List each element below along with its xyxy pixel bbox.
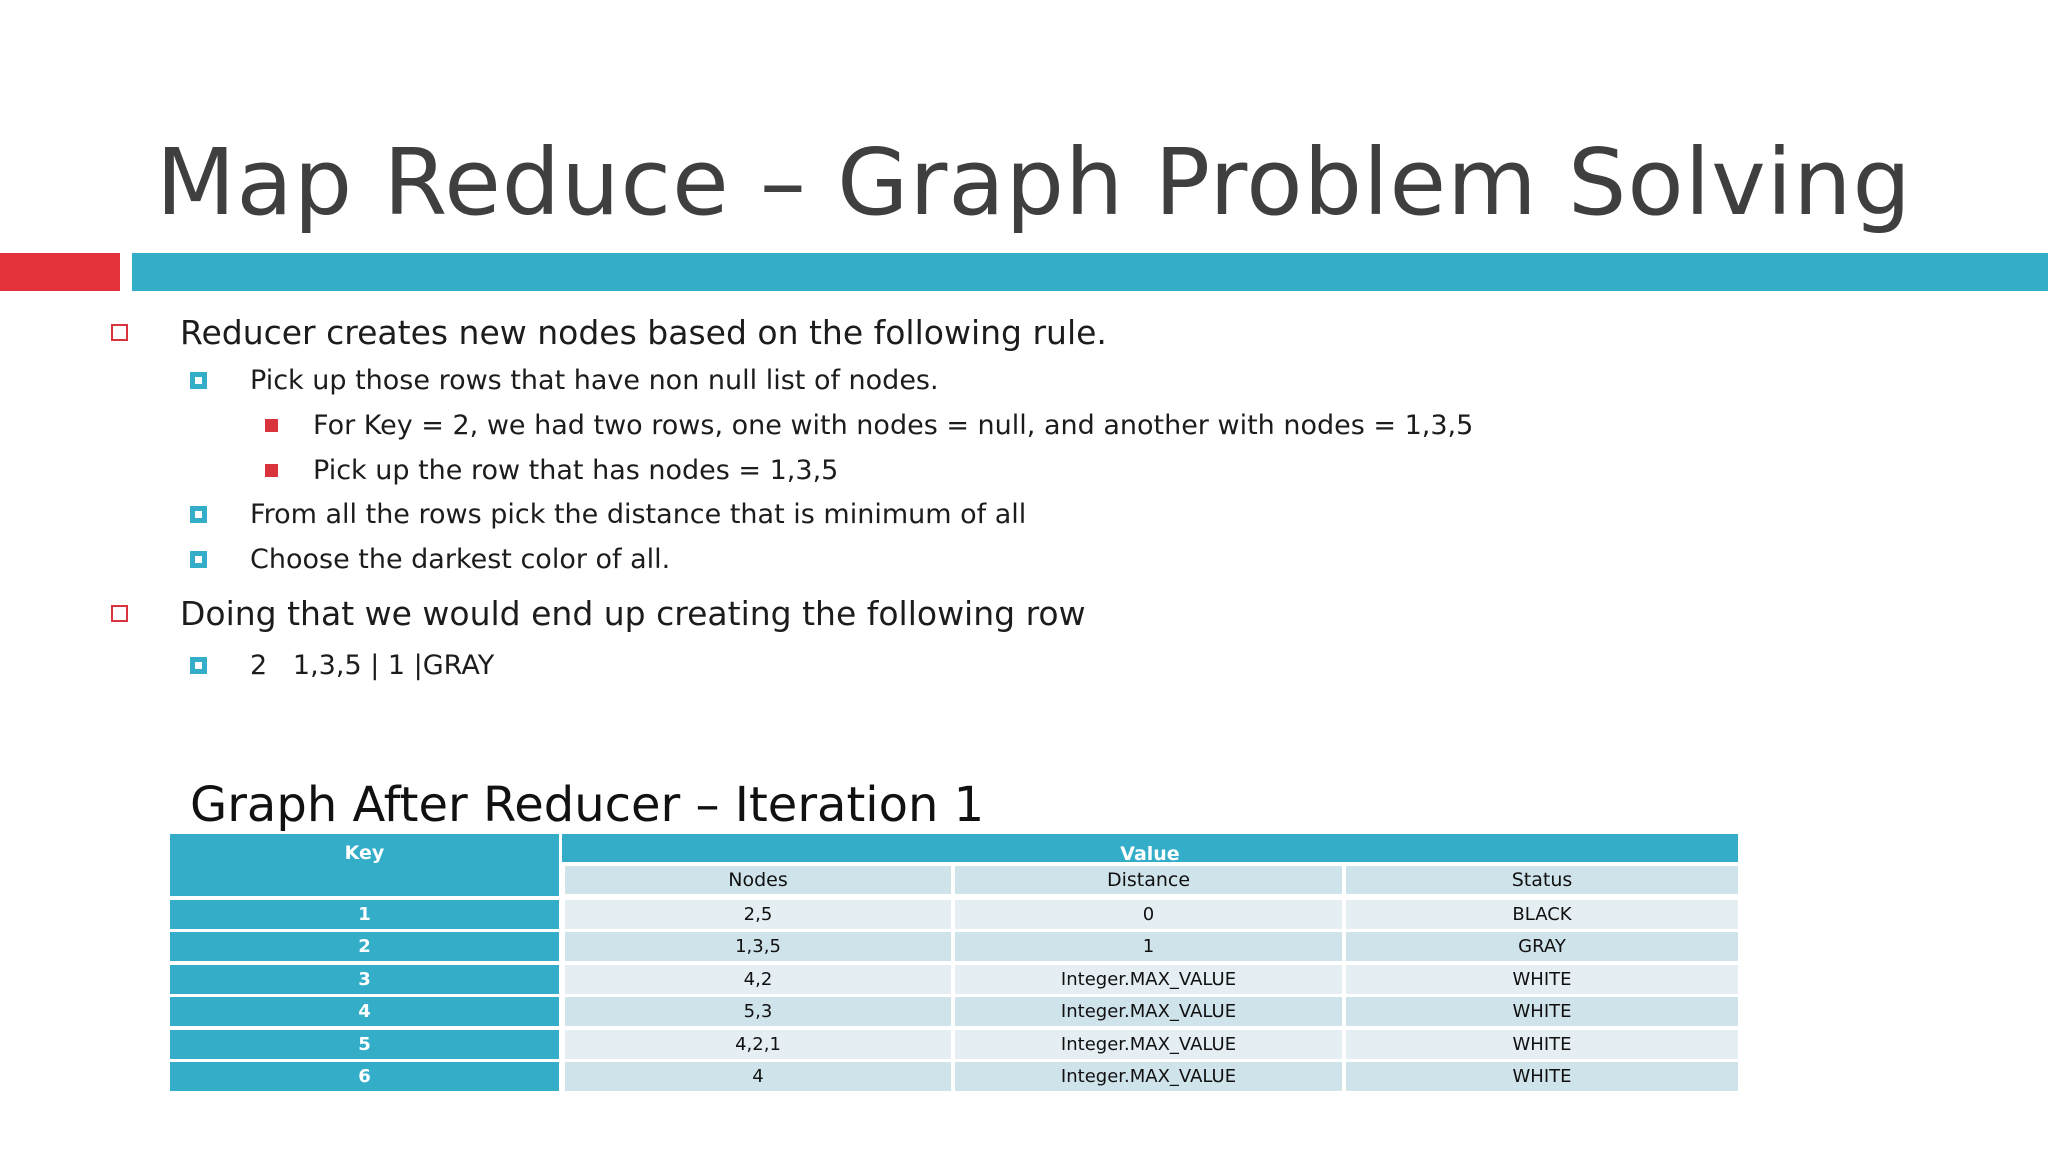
status-cell: BLACK (1346, 900, 1738, 929)
bullet-text: Reducer creates new nodes based on the following rule. (180, 313, 1107, 352)
bullet-text: Doing that we would end up creating the following row (180, 594, 1086, 633)
hollow-square-bullet-icon (111, 324, 128, 341)
filled-square-bullet-icon (265, 464, 278, 477)
nodes-header: Nodes (565, 866, 951, 894)
nodes-cell: 5,3 (565, 997, 951, 1026)
table-row (170, 932, 1738, 961)
square-bullet-icon (190, 551, 207, 568)
title-accent-bar-red (0, 253, 120, 291)
bullet-text: Pick up the row that has nodes = 1,3,5 (313, 455, 839, 486)
status-cell: WHITE (1346, 1030, 1738, 1059)
nodes-cell: 4,2,1 (565, 1030, 951, 1059)
distance-header: Distance (955, 866, 1342, 894)
distance-cell: Integer.MAX_VALUE (955, 965, 1342, 994)
nodes-cell: 1,3,5 (565, 932, 951, 961)
key-cell: 4 (170, 997, 559, 1026)
status-cell: WHITE (1346, 965, 1738, 994)
bullet-text: Pick up those rows that have non null list of nodes. (250, 365, 939, 396)
table-row (170, 1030, 1738, 1059)
value-header: Value (562, 834, 1738, 862)
hollow-square-bullet-icon (111, 605, 128, 622)
table-row (170, 900, 1738, 929)
table-row (170, 997, 1738, 1026)
bullet-text: 2 1,3,5 | 1 |GRAY (250, 650, 495, 681)
key-cell: 3 (170, 965, 559, 994)
distance-cell: 1 (955, 932, 1342, 961)
table-title: Graph After Reducer – Iteration 1 (190, 777, 985, 833)
key-cell: 5 (170, 1030, 559, 1059)
table-row (170, 965, 1738, 994)
bullet-text: For Key = 2, we had two rows, one with nodes = null, and another with nodes = 1,3,5 (313, 410, 1474, 441)
slide-title: Map Reduce – Graph Problem Solving (156, 129, 1912, 236)
key-cell: 2 (170, 932, 559, 961)
nodes-cell: 4 (565, 1062, 951, 1091)
table-row (170, 1062, 1738, 1091)
distance-cell: Integer.MAX_VALUE (955, 997, 1342, 1026)
distance-cell: Integer.MAX_VALUE (955, 1030, 1342, 1059)
status-cell: WHITE (1346, 997, 1738, 1026)
bullet-text: From all the rows pick the distance that is minimum of all (250, 499, 1027, 530)
status-cell: WHITE (1346, 1062, 1738, 1091)
status-cell: GRAY (1346, 932, 1738, 961)
table-header (170, 834, 1738, 896)
status-header: Status (1346, 866, 1738, 894)
nodes-cell: 4,2 (565, 965, 951, 994)
key-cell: 6 (170, 1062, 559, 1091)
key-cell: 1 (170, 900, 559, 929)
title-accent-bar-teal (132, 253, 2048, 291)
key-header: Key (170, 834, 559, 896)
square-bullet-icon (190, 506, 207, 523)
distance-cell: 0 (955, 900, 1342, 929)
square-bullet-icon (190, 657, 207, 674)
filled-square-bullet-icon (265, 419, 278, 432)
nodes-cell: 2,5 (565, 900, 951, 929)
bullet-text: Choose the darkest color of all. (250, 544, 671, 575)
square-bullet-icon (190, 372, 207, 389)
distance-cell: Integer.MAX_VALUE (955, 1062, 1342, 1091)
